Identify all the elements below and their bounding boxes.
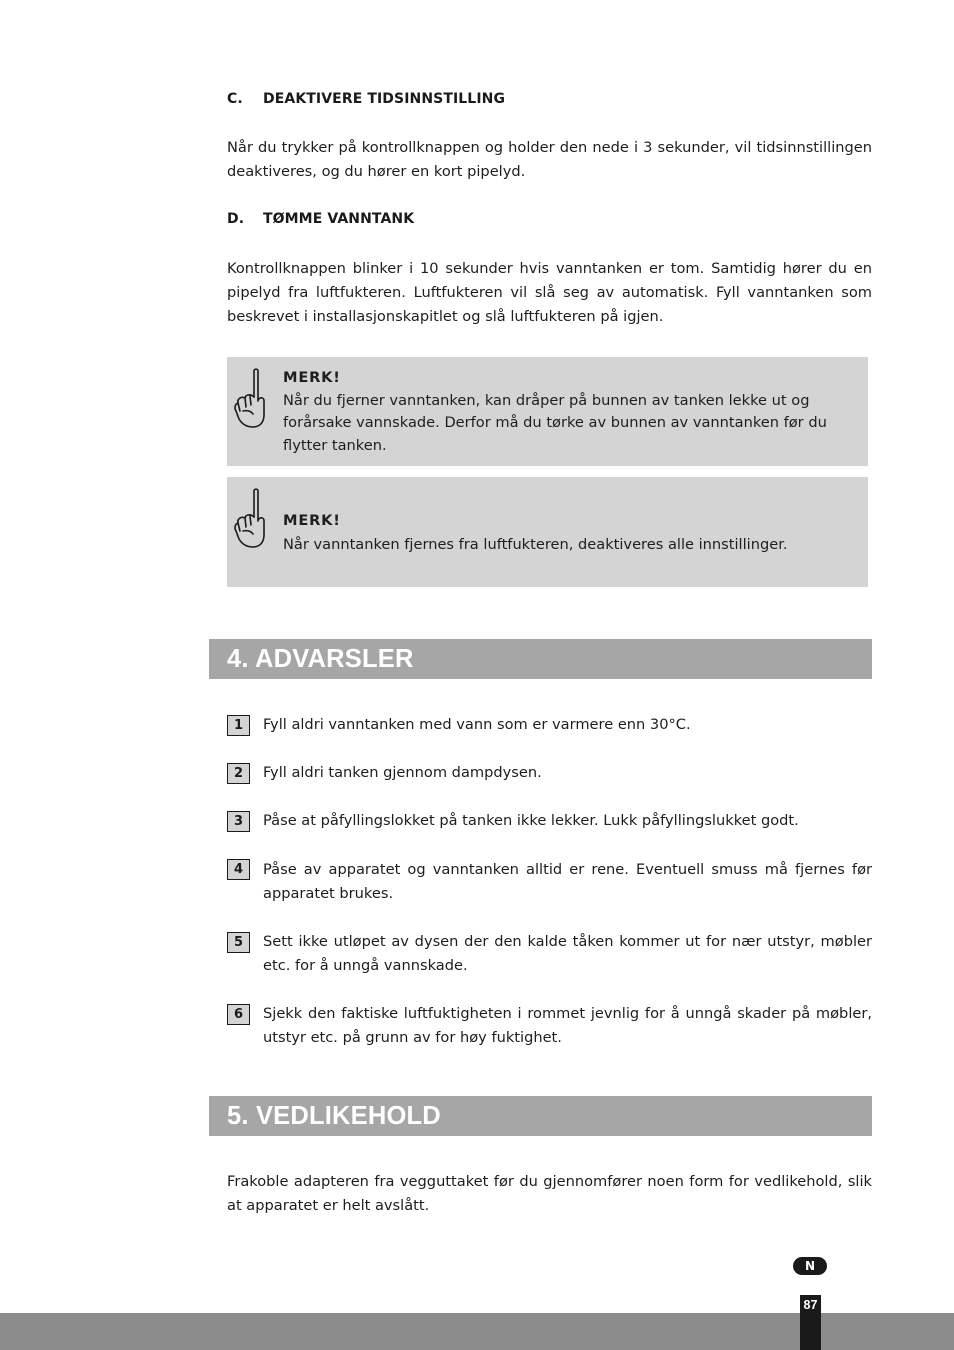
language-badge: N: [793, 1257, 827, 1275]
subsection-title: DEAKTIVERE TIDSINNSTILLING: [263, 91, 506, 107]
warning-text: Sjekk den faktiske luftfuktigheten i rommet jevnlig for å unngå skader på møbler, utstyr etc. på grunn av for høy fuktighet.: [263, 1005, 872, 1046]
subsection-letter: C.: [227, 91, 243, 107]
note-title: MERK!: [283, 369, 341, 386]
warning-text: Påse av apparatet og vanntanken alltid er rene. Eventuell smuss må fjernes før apparatet brukes.: [263, 861, 872, 902]
paragraph-empty-tank: Kontrollknappen blinker i 10 sekunder hvis vanntanken er tom. Samtidig hører du en pipelyd fra luftfukteren. Luftfukteren vil slå seg av automatisk. Fyll vanntanken som beskrevet i installasjonskapitlet og slå luftfukteren på igjen.: [227, 260, 872, 325]
pointing-hand-icon: [233, 367, 267, 429]
note-content: [283, 509, 860, 556]
note-text: Når du fjerner vanntanken, kan dråper på bunnen av tanken lekke ut og forårsake vannskade. Derfor må du tørke av bunnen av vanntanken før du flytter tanken.: [283, 391, 827, 454]
paragraph-deactivate-timer: Når du trykker på kontrollknappen og holder den nede i 3 sekunder, vil tidsinnstillingen deaktiveres, og du hører en kort pipelyd.: [227, 139, 872, 180]
note-box: [227, 357, 868, 466]
warning-number: 5: [227, 932, 250, 953]
page-number: 87: [803, 1298, 818, 1312]
note-title: MERK!: [283, 512, 341, 529]
subsection-heading-d: [227, 211, 414, 227]
warning-text: Fyll aldri tanken gjennom dampdysen.: [263, 764, 542, 781]
subsection-heading-c: [227, 91, 505, 107]
warning-number: 3: [227, 811, 250, 832]
paragraph-maintenance: Frakoble adapteren fra vegguttaket før du gjennomfører noen form for vedlikehold, slik at apparatet er helt avslått.: [227, 1173, 872, 1214]
note-content: [283, 367, 860, 457]
section-header-maintenance: [209, 1096, 872, 1136]
section-title: 4. ADVARSLER: [227, 645, 414, 673]
pointing-hand-icon: [233, 487, 267, 549]
warning-number: 4: [227, 859, 250, 880]
note-box: [227, 477, 868, 587]
section-header-warnings: [209, 639, 872, 679]
note-text: Når vanntanken fjernes fra luftfukteren, deaktiveres alle innstillinger.: [283, 535, 788, 553]
subsection-title: TØMME VANNTANK: [263, 211, 415, 227]
warning-text: Fyll aldri vanntanken med vann som er varmere enn 30°C.: [263, 716, 691, 733]
warning-number: 6: [227, 1004, 250, 1025]
section-title: 5. VEDLIKEHOLD: [227, 1102, 441, 1130]
warning-text: Sett ikke utløpet av dysen der den kalde tåken kommer ut for nær utstyr, møbler etc. for å unngå vannskade.: [263, 933, 872, 974]
subsection-letter: D.: [227, 211, 245, 227]
warning-number: 1: [227, 715, 250, 736]
warning-number: 2: [227, 763, 250, 784]
warning-text: Påse at påfyllingslokket på tanken ikke lekker. Lukk påfyllingslukket godt.: [263, 812, 799, 829]
